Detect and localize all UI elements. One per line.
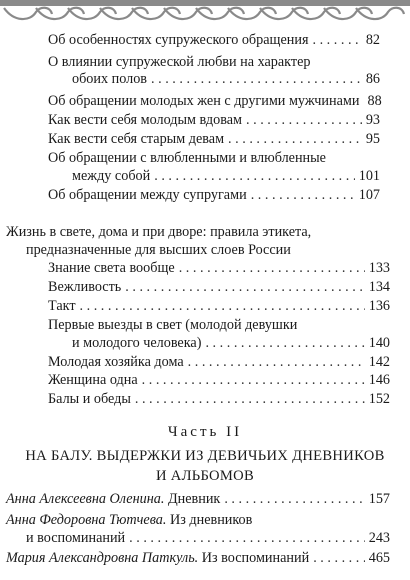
dot-leader bbox=[129, 530, 365, 547]
toc-entry-page: 152 bbox=[368, 391, 390, 407]
toc-entry[interactable] bbox=[6, 550, 390, 567]
toc-entry-title: Такт bbox=[48, 298, 76, 314]
toc-entry-title[interactable]: Первые выезды в свет (молодой девушки bbox=[48, 317, 298, 333]
toc-entry[interactable] bbox=[48, 372, 390, 389]
toc-entry-title: Об обращении между супругами bbox=[48, 187, 247, 203]
dot-leader bbox=[154, 168, 354, 185]
part-label: Часть II bbox=[167, 424, 243, 440]
toc-entry[interactable] bbox=[26, 530, 390, 547]
author-name: Мария Александровна Паткуль. bbox=[6, 550, 199, 566]
toc-entry-page: 465 bbox=[368, 550, 390, 566]
dot-leader bbox=[312, 32, 361, 49]
toc-entry-title bbox=[6, 550, 309, 567]
part-heading bbox=[20, 446, 390, 486]
toc-entry[interactable] bbox=[48, 32, 380, 49]
section-title-continued: предназначенные для высших слоев России bbox=[26, 242, 291, 258]
toc-entry-title: Балы и обеды bbox=[48, 391, 131, 407]
toc-entry[interactable] bbox=[48, 112, 380, 129]
dot-leader bbox=[179, 260, 365, 277]
toc-entry-page: 134 bbox=[368, 279, 390, 295]
toc-entry-title-continued: обоих полов bbox=[72, 71, 148, 87]
toc-entry-title: Молодая хозяйка дома bbox=[48, 354, 184, 370]
toc-entry-title: Как вести себя старым девам bbox=[48, 131, 225, 147]
toc-entry-title: Об обращении молодых жен с другими мужчинами bbox=[48, 93, 360, 109]
toc-entry[interactable] bbox=[48, 391, 390, 408]
dot-leader bbox=[228, 131, 362, 148]
toc-entry-title: Знание света вообще bbox=[48, 260, 175, 276]
toc-entry-page: 107 bbox=[358, 187, 380, 203]
dot-leader bbox=[205, 335, 364, 352]
toc-entry-page: 101 bbox=[358, 168, 380, 184]
dot-leader bbox=[151, 71, 362, 88]
toc-entry-title-continued: между собой bbox=[72, 168, 151, 184]
toc-entry-page: 95 bbox=[365, 131, 380, 147]
toc-entry-page: 86 bbox=[365, 71, 380, 87]
toc-entry-page: 146 bbox=[368, 372, 390, 388]
toc-entry[interactable] bbox=[48, 298, 390, 315]
toc-entry[interactable] bbox=[48, 260, 390, 277]
toc-entry[interactable] bbox=[6, 491, 390, 508]
work-title: Из дневников bbox=[166, 512, 253, 528]
dot-leader bbox=[246, 112, 362, 129]
part-heading-line: НА БАЛУ. ВЫДЕРЖКИ ИЗ ДЕВИЧЬИХ ДНЕВНИКОВ bbox=[25, 448, 385, 464]
toc-entry-title[interactable] bbox=[6, 512, 252, 529]
work-title: Из воспоминаний bbox=[198, 550, 310, 566]
toc-entry-page: 93 bbox=[365, 112, 380, 128]
section-title[interactable]: Жизнь в свете, дома и при дворе: правила этикета, bbox=[6, 224, 312, 240]
toc-entry[interactable] bbox=[72, 168, 380, 185]
toc-entry-title-continued: и воспоминаний bbox=[26, 530, 126, 546]
dot-leader bbox=[125, 279, 364, 296]
toc-entry-page: 142 bbox=[368, 354, 390, 370]
toc-entry-title[interactable]: О влиянии супружеской любви на характер bbox=[48, 54, 311, 70]
dot-leader bbox=[135, 391, 365, 408]
dot-leader bbox=[142, 372, 365, 389]
dot-leader bbox=[251, 187, 355, 204]
toc-entry-title: Вежливость bbox=[48, 279, 122, 295]
toc-entry-page: 243 bbox=[368, 530, 390, 546]
toc-entry-title-continued: и молодого человека) bbox=[72, 335, 202, 351]
toc-entry-title[interactable]: Об обращении с влюбленными и влюбленные bbox=[48, 150, 326, 166]
toc-entry[interactable] bbox=[72, 335, 390, 352]
toc-entry-title bbox=[6, 491, 220, 508]
dot-leader bbox=[224, 491, 364, 508]
toc-entry-page: 133 bbox=[368, 260, 390, 276]
toc-entry[interactable] bbox=[48, 279, 390, 296]
toc-entry-title: Женщина одна bbox=[48, 372, 138, 388]
work-title: Дневник bbox=[164, 491, 221, 507]
toc-entry-title: Как вести себя молодым вдовам bbox=[48, 112, 242, 128]
decorative-header-ornament bbox=[0, 0, 410, 22]
toc-entry[interactable] bbox=[48, 187, 380, 204]
dot-leader bbox=[80, 298, 365, 315]
toc-entry-title: Об особенностях супружеского обращения bbox=[48, 32, 309, 48]
author-name: Анна Алексеевна Оленина. bbox=[6, 491, 165, 507]
toc-entry[interactable] bbox=[48, 354, 390, 371]
toc-entry[interactable] bbox=[48, 93, 380, 110]
toc-entry[interactable] bbox=[72, 71, 380, 88]
part-heading-line: И АЛЬБОМОВ bbox=[155, 468, 255, 484]
dot-leader bbox=[188, 354, 365, 371]
author-name: Анна Федоровна Тютчева. bbox=[6, 512, 167, 528]
toc-entry-page: 82 bbox=[365, 32, 380, 48]
toc-entry-page: 88 bbox=[367, 93, 382, 109]
toc-entry-page: 136 bbox=[368, 298, 390, 314]
dot-leader bbox=[313, 550, 365, 567]
toc-entry-page: 140 bbox=[368, 335, 390, 351]
toc-entry[interactable] bbox=[48, 131, 380, 148]
toc-entry-page: 157 bbox=[368, 491, 390, 507]
